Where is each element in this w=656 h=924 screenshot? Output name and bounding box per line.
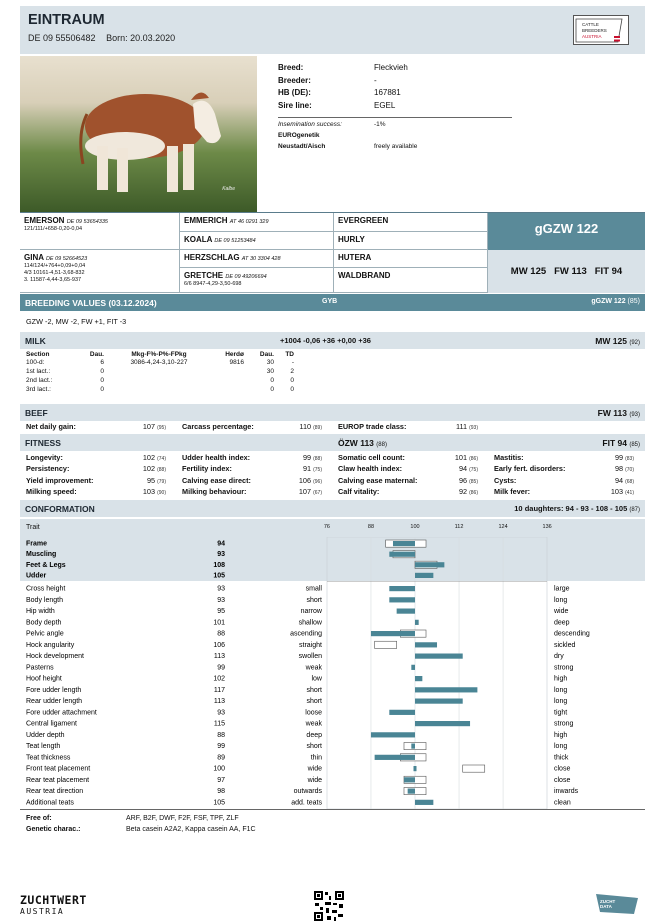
milk-cell-m: 3086-4,24-3,10-227: [130, 359, 188, 366]
fitness-value: [589, 476, 634, 485]
trait-bar: [414, 766, 417, 771]
fitness-value: [277, 487, 322, 496]
trait-low-label: short: [306, 698, 322, 706]
trait-name: Teat length: [26, 743, 61, 751]
fitness-value-rel: (68): [625, 478, 634, 485]
trait-value: 115: [213, 720, 225, 728]
trait-daughter-box: [463, 765, 485, 772]
fitness-value: [277, 464, 322, 473]
trait-name: Frame: [26, 540, 48, 548]
fitness-value-num: 107: [298, 486, 312, 496]
beef-bar: BEEF FW 113 (93): [20, 404, 645, 421]
fitness-value: [277, 453, 322, 462]
fitness-value-rel: (85): [469, 478, 478, 485]
pedigree-dd: GRETCHE DE 09 49206694 6/6 8947-4,29-3,50-698: [180, 268, 334, 293]
trait-bar: [415, 699, 463, 704]
milk-cell-t: 2: [290, 368, 294, 375]
info-org1: EUROgenetik: [278, 132, 320, 139]
fitness-value-num: 103: [142, 486, 156, 496]
fitness-value-num: 98: [614, 464, 624, 474]
trait-value: 89: [217, 754, 225, 762]
fitness-value-rel: (70): [625, 467, 634, 474]
trait-bar: [415, 642, 437, 647]
trait-value: 93: [217, 551, 225, 559]
trait-bar: [389, 710, 415, 715]
conformation-bar: CONFORMATION 10 daughters: 94 - 93 - 108 - 105 (87): [20, 500, 645, 517]
milk-formula: +1004 -0,06 +36 +0,00 +36: [280, 336, 371, 345]
logo-text-1: CATTLE: [582, 22, 599, 27]
trait-high-label: deep: [554, 619, 570, 627]
milk-cell-d2: 30: [266, 368, 274, 375]
bull-illustration: [75, 64, 235, 204]
fitness-label: Claw health index:: [338, 464, 403, 474]
trait-high-label: high: [554, 675, 568, 683]
fitness-value: [121, 453, 166, 462]
trait-bar: [408, 789, 415, 794]
info-breed: Breed: Fleckvieh: [278, 63, 408, 72]
trait-value: 94: [217, 540, 225, 548]
pedigree-g3: HUTERA: [334, 250, 488, 268]
fitness-grid: [26, 453, 646, 499]
trait-high-label: thick: [554, 754, 569, 762]
trait-name: Central ligament: [26, 720, 77, 728]
fitness-value-num: 106: [298, 475, 312, 485]
cattle-breeders-logo: [573, 15, 629, 45]
fitness-value-num: 103: [610, 486, 624, 496]
milk-row: [26, 385, 326, 394]
fitness-label: Milk fever:: [494, 486, 531, 496]
fitness-value: [121, 476, 166, 485]
fitness-value-rel: (88): [157, 467, 166, 474]
fitness-value-rel: (86): [469, 489, 478, 496]
animal-id: DE 09 55506482: [28, 33, 96, 43]
fitness-value-num: 95: [146, 475, 156, 485]
trait-low-label: wide: [307, 776, 322, 784]
trait-value: 93: [217, 585, 225, 593]
fitness-value-rel: (41): [625, 489, 634, 496]
trait-high-label: tight: [554, 709, 568, 717]
bv-changes: GZW -2, MW -2, FW +1, FIT -3: [26, 317, 127, 326]
trait-high-label: high: [554, 731, 568, 739]
milk-cell-d: 0: [100, 368, 104, 375]
fitness-value: [589, 487, 634, 496]
trait-value: 95: [217, 608, 225, 616]
fitness-value: [433, 476, 478, 485]
trait-high-label: descending: [554, 630, 590, 638]
milk-cell-t: 0: [290, 377, 294, 384]
trait-name: Rear teat placement: [26, 776, 90, 784]
fitness-value-rel: (75): [313, 467, 322, 474]
trait-low-label: small: [305, 585, 322, 593]
trait-value: 106: [213, 641, 225, 649]
gyb-label: GYB: [322, 298, 338, 305]
trait-high-label: long: [554, 698, 568, 706]
trait-value: 105: [213, 572, 225, 580]
trait-bar: [415, 721, 470, 726]
conformation-chart: [20, 537, 645, 809]
pedigree-sd: KOALA DE 09 51253484: [180, 232, 334, 250]
trait-value: 93: [217, 596, 225, 604]
trait-bar: [404, 777, 415, 782]
fitness-value-num: 101: [454, 453, 468, 462]
fitness-value-rel: (75): [469, 467, 478, 474]
trait-name: Cross height: [26, 585, 66, 593]
fitness-value-rel: (79): [157, 478, 166, 485]
milk-cell-m: [104, 385, 214, 394]
fitness-value-num: 96: [458, 475, 468, 485]
fitness-value-num: 99: [614, 453, 624, 462]
milk-table-header: Section Dau. Mkg-F%-P%-FPkg Herdø Dau. TD: [26, 351, 294, 358]
trait-low-label: short: [306, 743, 322, 751]
milk-cell-h: 9816: [229, 359, 244, 366]
trait-name: Teat thickness: [26, 754, 71, 762]
milk-cell-m: [104, 376, 214, 385]
trait-value: 100: [213, 765, 225, 773]
scale-tick-label: 100: [410, 524, 420, 530]
milk-cell-s: 3rd lact.:: [26, 386, 51, 393]
trait-low-label: short: [306, 596, 322, 604]
pedigree-sire: EMERSON DE 09 53654335 121/111/+658-0,20-0,04: [20, 213, 180, 250]
fitness-value: [121, 464, 166, 473]
trait-low-label: weak: [305, 720, 322, 728]
milk-table: [26, 351, 326, 394]
trait-value: 98: [217, 788, 225, 796]
trait-high-label: long: [554, 596, 568, 604]
trait-bar: [415, 620, 419, 625]
fitness-value-rel: (86): [469, 456, 478, 462]
fitness-value-rel: (88): [313, 456, 322, 462]
milk-cell-s: 1st lact.:: [26, 368, 51, 375]
pedigree-g2: HURLY: [334, 232, 488, 250]
scale-tick-label: 112: [454, 524, 464, 530]
logo-text-2: BREEDERS: [582, 28, 607, 33]
scale-tick-label: 76: [323, 524, 330, 530]
fitness-value-num: 102: [142, 453, 156, 462]
trait-value: 117: [213, 686, 225, 694]
fitness-label: Somatic cell count:: [338, 453, 405, 462]
milk-cell-h: [214, 367, 244, 376]
pedigree-ds: HERZSCHLAG AT 30 3304 428: [180, 250, 334, 268]
trait-name: Udder: [26, 572, 47, 580]
zuchtdata-logo: ZUCHT DATA: [594, 890, 640, 916]
pedigree: [20, 212, 645, 292]
trait-high-label: strong: [554, 720, 574, 728]
trait-high-label: large: [554, 585, 570, 593]
scale-tick-label: 88: [367, 524, 375, 530]
fitness-label: Udder health index:: [182, 453, 251, 462]
trait-low-label: wide: [307, 765, 322, 773]
pedigree-dam: GINA DE 09 52664523 114/124/+764+0,09+0,04 4/3 10161-4,51-3,68-832 3. 11587-4,44-3,65-937: [20, 250, 180, 293]
fitness-value: [589, 453, 634, 462]
fitness-value-rel: (67): [313, 489, 322, 496]
trait-high-label: strong: [554, 664, 574, 672]
fitness-value: [277, 476, 322, 485]
scale-tick-label: 124: [498, 524, 508, 530]
trait-low-label: low: [311, 675, 322, 683]
fitness-label: Milking behaviour:: [182, 486, 247, 496]
trait-low-label: add. teats: [291, 799, 322, 807]
trait-name: Udder depth: [26, 731, 65, 739]
trait-bar: [415, 573, 433, 578]
trait-value: 93: [217, 709, 225, 717]
logo-text-3: AUSTRIA: [582, 34, 602, 39]
trait-high-label: close: [554, 776, 571, 784]
trait-name: Hock development: [26, 653, 84, 661]
animal-name: EINTRAUM: [28, 12, 105, 28]
trait-high-label: sickled: [554, 641, 576, 649]
fitness-value-rel: (96): [313, 478, 322, 485]
trait-bar: [415, 654, 463, 659]
milk-cell-h: [214, 376, 244, 385]
pedigree-g1: EVERGREEN: [334, 213, 488, 232]
fitness-value: [433, 453, 478, 462]
trait-value: 105: [213, 799, 225, 807]
trait-low-label: thin: [310, 754, 322, 762]
trait-bar: [393, 541, 415, 546]
trait-low-label: outwards: [293, 788, 322, 796]
trait-name: Feet & Legs: [26, 561, 66, 569]
trait-value: 88: [217, 630, 225, 638]
trait-value: 97: [217, 776, 225, 784]
fitness-label: Early fert. disorders:: [494, 464, 566, 474]
fitness-label: Cysts:: [494, 475, 517, 485]
fitness-value-rel: (90): [157, 489, 166, 496]
trait-low-label: ascending: [290, 630, 322, 638]
trait-bar: [397, 609, 415, 614]
trait-high-label: long: [554, 743, 568, 751]
fitness-label: Mastitis:: [494, 453, 524, 462]
trait-bar: [415, 800, 433, 805]
trait-low-label: shallow: [298, 619, 322, 627]
milk-cell-d2: 30: [266, 359, 274, 366]
trait-bar: [375, 755, 415, 760]
fitness-label: Persistency:: [26, 464, 70, 474]
trait-low-label: narrow: [300, 608, 322, 616]
fitness-value-num: 91: [302, 464, 312, 474]
milk-cell-d2: 0: [270, 377, 274, 384]
trait-name: Front teat placement: [26, 765, 91, 773]
trait-bar: [371, 732, 415, 737]
trait-high-label: wide: [554, 608, 569, 616]
trait-value: 101: [213, 619, 225, 627]
trait-name: Fore udder length: [26, 686, 82, 694]
pedigree-ss: EMMERICH AT 46 0291 329: [180, 213, 334, 232]
pedigree-g4: WALDBRAND: [334, 268, 488, 293]
fitness-label: Longevity:: [26, 453, 63, 462]
milk-cell-m: [104, 367, 214, 376]
qr-code-icon: [313, 890, 345, 922]
fitness-label: Calving ease direct:: [182, 475, 251, 485]
trait-name: Pasterns: [26, 664, 54, 672]
trait-name: Hip width: [26, 608, 55, 616]
scale-tick-label: 136: [542, 524, 552, 530]
trait-bar: [411, 665, 415, 670]
free-of: Free of: ARF, B2F, DWF, F2F, FSF, TPF, ZLF Genetic charac.: Beta casein A2A2, Kappa casein AA, F1C: [26, 815, 256, 833]
fitness-value-num: 94: [458, 464, 468, 474]
fitness-value: [433, 487, 478, 496]
milk-cell-s: 2nd lact.:: [26, 377, 53, 384]
fitness-value: [589, 464, 634, 473]
trait-value: 113: [213, 698, 225, 706]
trait-low-label: swollen: [298, 653, 322, 661]
trait-value: 99: [217, 664, 225, 672]
trait-low-label: deep: [306, 731, 322, 739]
trait-name: Body depth: [26, 619, 62, 627]
conformation-header: Trait 76 88 100 112 124 136: [20, 519, 645, 537]
info-org2: Neustadt/Aisch freely available: [278, 143, 418, 150]
trait-bar: [415, 676, 422, 681]
fitness-value-rel: (74): [157, 456, 166, 462]
trait-name: Pelvic angle: [26, 630, 64, 638]
fitness-value: [433, 464, 478, 473]
trait-low-label: weak: [305, 664, 322, 672]
trait-name: Muscling: [26, 551, 57, 559]
gzw-box: gGZW 122: [488, 213, 645, 250]
chart-frame: [327, 537, 547, 809]
milk-cell-h: [214, 385, 244, 394]
trait-high-label: inwards: [554, 788, 579, 796]
index-summary: MW 125 FW 113 FIT 94: [488, 250, 645, 293]
fitness-value-num: 102: [142, 464, 156, 474]
trait-name: Fore udder attachment: [26, 709, 97, 717]
trait-name: Rear teat direction: [26, 788, 84, 796]
animal-info: [278, 62, 638, 152]
trait-high-label: clean: [554, 799, 571, 807]
zuchtwert-logo: ZUCHTWERT AUSTRIA: [20, 893, 87, 916]
info-breeder: Breeder: -: [278, 75, 377, 85]
trait-value: 88: [217, 731, 225, 739]
animal-subtitle: [28, 33, 183, 43]
milk-bar: MILK +1004 -0,06 +36 +0,00 +36 MW 125 (92): [20, 332, 645, 349]
trait-low-label: loose: [305, 709, 322, 717]
trait-value: 113: [213, 653, 225, 661]
trait-high-label: dry: [554, 653, 564, 661]
milk-cell-s: 100-d:: [26, 359, 45, 366]
trait-bar: [415, 562, 444, 567]
trait-name: Hoof height: [26, 675, 62, 683]
fitness-value-num: 92: [458, 486, 468, 496]
trait-name: Additional teats: [26, 799, 74, 807]
milk-cell-d: 0: [100, 386, 104, 393]
info-sire-line: Sire line: EGEL: [278, 100, 396, 110]
fitness-value-num: 99: [302, 453, 312, 462]
trait-low-label: short: [306, 686, 322, 694]
trait-high-label: close: [554, 765, 571, 773]
info-insemination: Insemination success: -1%: [278, 121, 386, 128]
trait-value: 102: [213, 675, 225, 683]
fitness-label: Calving ease maternal:: [338, 475, 418, 485]
trait-name: Rear udder length: [26, 698, 83, 706]
trait-bar: [415, 687, 477, 692]
trait-bar: [389, 597, 415, 602]
photo-watermark: Kalbe: [222, 186, 235, 192]
trait-high-label: long: [554, 686, 568, 694]
milk-cell-d2: 0: [270, 386, 274, 393]
trait-daughter-box: [375, 641, 397, 648]
milk-row: [26, 367, 326, 376]
trait-low-label: straight: [299, 641, 322, 649]
milk-cell-t: -: [291, 359, 294, 366]
trait-bar: [389, 552, 415, 557]
trait-bar: [411, 744, 415, 749]
breeding-values-bar: BREEDING VALUES (03.12.2024) GYB gGZW 122 (85): [20, 294, 645, 311]
bull-photo: [20, 56, 257, 212]
fitness-label: Calf vitality:: [338, 486, 380, 496]
fitness-value: [121, 487, 166, 496]
trait-name: Hock angularity: [26, 641, 75, 649]
info-hb: HB (DE): 167881: [278, 88, 401, 97]
trait-value: 99: [217, 743, 225, 751]
fitness-label: Yield improvement:: [26, 475, 94, 485]
fitness-value-num: 94: [614, 475, 624, 485]
trait-bar: [371, 631, 415, 636]
fitness-value-rel: (83): [625, 456, 634, 462]
milk-cell-d: 0: [100, 377, 104, 384]
fitness-label: Fertility index:: [182, 464, 232, 474]
fitness-label: Milking speed:: [26, 486, 77, 496]
milk-row: [26, 376, 326, 385]
birth-date: Born: 20.03.2020: [106, 33, 176, 43]
trait-value: 108: [213, 561, 225, 569]
trait-name: Body length: [26, 596, 63, 604]
header-band: [20, 6, 645, 54]
trait-bar: [389, 586, 415, 591]
milk-cell-d: 6: [100, 359, 104, 366]
milk-cell-t: 0: [290, 386, 294, 393]
fitness-bar: FITNESS ÖZW 113 (88) FIT 94 (85): [20, 434, 645, 451]
milk-row: [26, 358, 326, 367]
